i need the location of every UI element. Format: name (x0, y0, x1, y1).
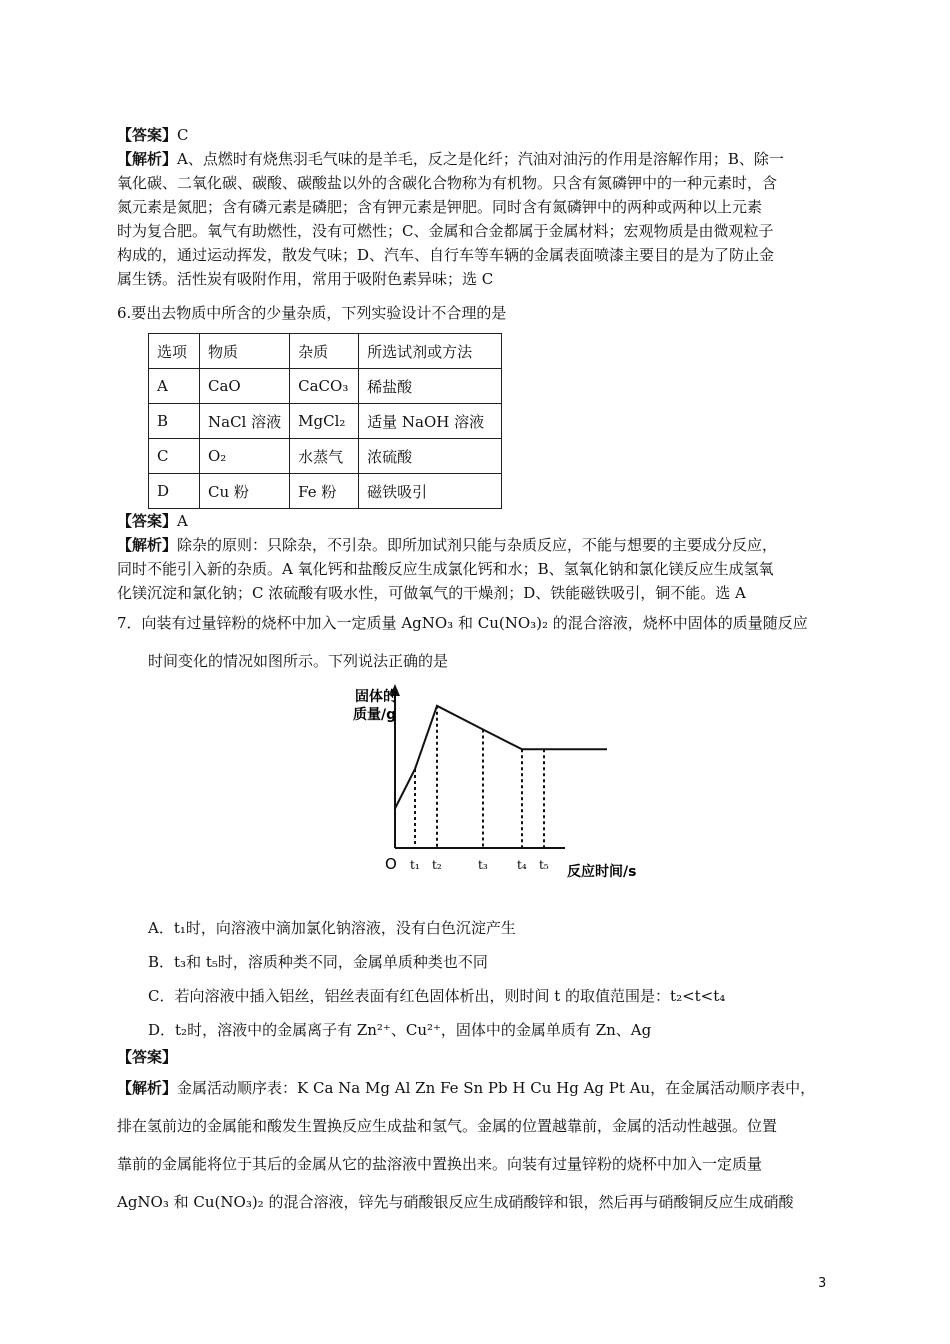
x-ticks (410, 858, 549, 872)
q5-analysis-line: 氮元素是氮肥；含有磷元素是磷肥；含有钾元素是钾肥。同时含有氮磷钾中的两种或两种以上元素 (117, 198, 763, 216)
table-cell: Cu 粉 (200, 474, 290, 509)
q7-stem-line: 7．向装有过量锌粉的烧杯中加入一定质量 AgNO₃ 和 Cu(NO₃)₂ 的混合溶液，烧杯中固体的质量随反应 (117, 614, 808, 632)
x-tick-label: t₄ (517, 858, 527, 872)
header-cell: 物质 (200, 334, 290, 369)
table-header-row (149, 334, 502, 369)
table-cell: 水蒸气 (290, 439, 359, 474)
y-axis-label: 固体的 (355, 689, 397, 705)
table-cell: NaCl 溶液 (200, 404, 290, 439)
table-cell: 适量 NaOH 溶液 (359, 404, 502, 439)
table-cell: 稀盐酸 (359, 369, 502, 404)
x-tick-label: t₁ (410, 858, 420, 872)
q7-answer (117, 1046, 177, 1068)
table-cell: CaCO₃ (290, 369, 359, 404)
x-tick-label: t₂ (432, 858, 442, 872)
q6-stem: 6.要出去物质中所含的少量杂质，下列实验设计不合理的是 (117, 304, 507, 322)
table-cell: 磁铁吸引 (359, 474, 502, 509)
page-number: 3 (818, 1276, 827, 1291)
analysis-text: A、点燃时有烧焦羽毛气味的是羊毛，反之是化纤；汽油对油污的作用是溶解作用；B、除一 (177, 150, 784, 168)
answer-label: 【答案】 (117, 1048, 178, 1066)
table-cell: D (149, 474, 200, 509)
x-tick-label: t₅ (539, 858, 549, 872)
analysis-label: 【解析】 (117, 150, 178, 168)
analysis-text: 除杂的原则：只除杂，不引杂。即所加试剂只能与杂质反应，不能与想要的主要成分反应， (177, 536, 778, 554)
table-row (149, 404, 502, 439)
impurity-table (148, 333, 502, 509)
q6-analysis-line: 化镁沉淀和氯化钠；C 浓硫酸有吸水性，可做氧气的干燥剂；D、铁能磁铁吸引，铜不能。选 A (117, 584, 746, 602)
q5-answer (117, 124, 189, 146)
table-row (149, 474, 502, 509)
origin-label: O (385, 855, 397, 873)
table-cell: O₂ (200, 439, 290, 474)
q7-analysis-line: 靠前的金属能将位于其后的金属从它的盐溶液中置换出来。向装有过量锌粉的烧杯中加入一定质量 (117, 1155, 763, 1173)
mass-time-chart (345, 670, 665, 884)
table-cell: MgCl₂ (290, 404, 359, 439)
analysis-text: 金属活动顺序表：K Ca Na Mg Al Zn Fe Sn Pb H Cu Hg Ag Pt Au，在金属活动顺序表中， (177, 1079, 816, 1097)
q6-analysis-line: 同时不能引入新的杂质。A 氧化钙和盐酸反应生成氯化钙和水；B、氢氧化钠和氯化镁反应生成氢氧 (117, 560, 774, 578)
q7-stem-line: 时间变化的情况如图所示。下列说法正确的是 (148, 652, 449, 670)
q5-analysis-line: 时为复合肥。氧气有助燃性，没有可燃性；C、金属和合金都属于金属材料；宏观物质是由微观粒子 (117, 222, 774, 240)
table-cell: B (149, 404, 200, 439)
table-row (149, 439, 502, 474)
table-cell: 浓硫酸 (359, 439, 502, 474)
analysis-label: 【解析】 (117, 536, 178, 554)
q5-analysis-line: 属生锈。活性炭有吸附作用，常用于吸附色素异味；选 C (117, 270, 494, 288)
header-cell: 所选试剂或方法 (359, 334, 502, 369)
q6-answer (117, 510, 188, 532)
q7-analysis-line: 排在氢前边的金属能和酸发生置换反应生成盐和氢气。金属的位置越靠前，金属的活动性越强。位置 (117, 1117, 778, 1135)
x-tick-label: t₃ (478, 858, 488, 872)
answer-label: 【答案】 (117, 512, 178, 530)
table-cell: C (149, 439, 200, 474)
table-row (149, 369, 502, 404)
q7-analysis-line: AgNO₃ 和 Cu(NO₃)₂ 的混合溶液，锌先与硝酸银反应生成硝酸锌和银，然后再与硝酸铜反应生成硝酸 (117, 1193, 794, 1211)
q7-analysis-line (117, 1077, 815, 1099)
q7-option-d: D．t₂时，溶液中的金属离子有 Zn²⁺、Cu²⁺，固体中的金属单质有 Zn、Ag (148, 1021, 652, 1039)
q5-analysis-line: 构成的，通过运动挥发，散发气味；D、汽车、自行车等车辆的金属表面喷漆主要目的是为了防止金 (117, 246, 775, 264)
analysis-label: 【解析】 (117, 1079, 178, 1097)
table-cell: Fe 粉 (290, 474, 359, 509)
header-cell: 选项 (149, 334, 200, 369)
mass-series-line (395, 706, 607, 809)
table-cell: CaO (200, 369, 290, 404)
q5-analysis-line (117, 148, 784, 170)
y-axis-label: 质量/g (353, 707, 397, 723)
q7-option-a: A．t₁时，向溶液中滴加氯化钠溶液，没有白色沉淀产生 (148, 919, 516, 937)
q5-analysis-line: 氧化碳、二氧化碳、碳酸、碳酸盐以外的含碳化合物称为有机物。只含有氮磷钾中的一种元素时，含 (117, 174, 778, 192)
table-cell: A (149, 369, 200, 404)
q7-option-c: C．若向溶液中插入铝丝，铝丝表面有红色固体析出，则时间 t 的取值范围是：t₂<t<t₄ (148, 987, 726, 1005)
answer-value: A (177, 512, 188, 530)
q6-analysis-line (117, 534, 777, 556)
header-cell: 杂质 (290, 334, 359, 369)
q7-option-b: B．t₃和 t₅时，溶质种类不同，金属单质种类也不同 (148, 953, 488, 971)
x-axis-label: 反应时间/s (567, 864, 637, 880)
answer-label: 【答案】 (117, 126, 178, 144)
answer-value: C (177, 126, 189, 144)
